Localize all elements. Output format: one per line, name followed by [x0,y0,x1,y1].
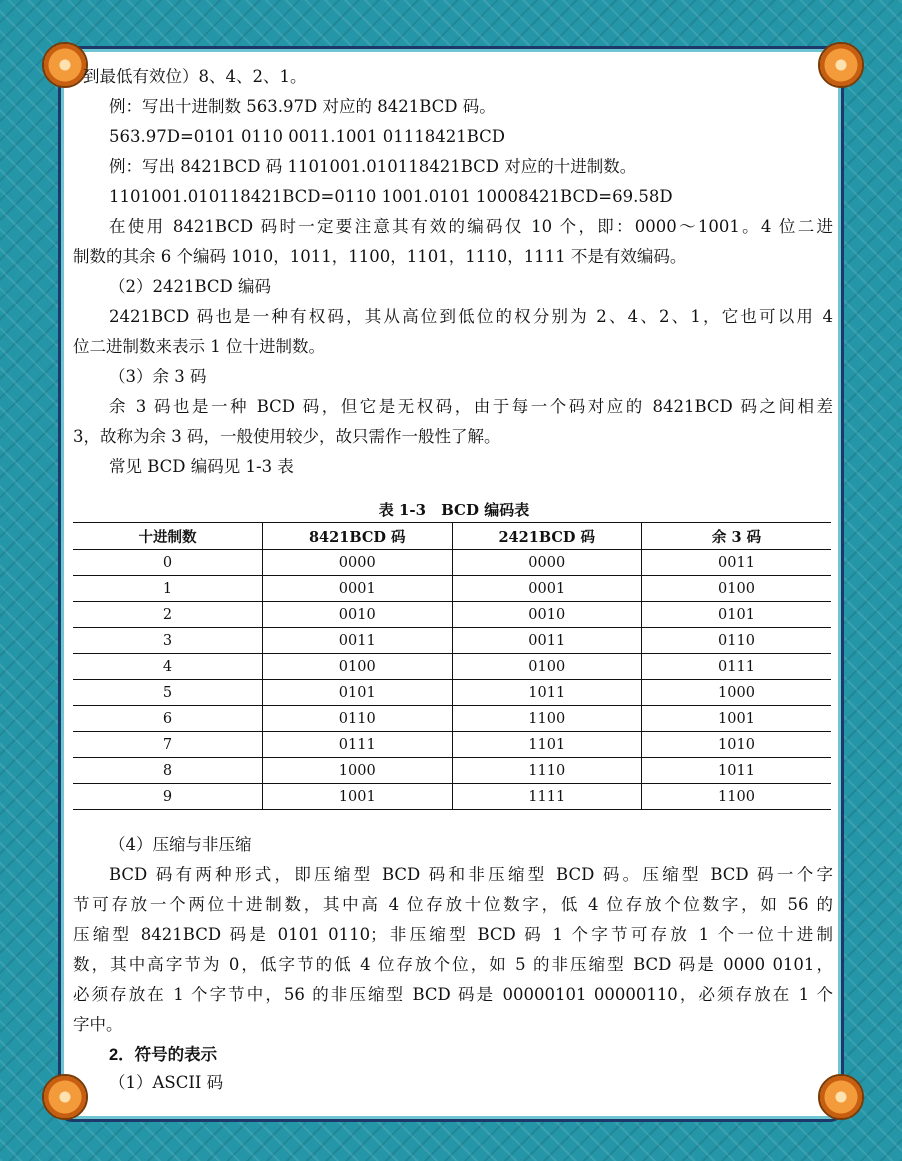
paragraph-line: 3，故称为余 3 码，一般使用较少，故只需作一般性了解。 [73,427,501,446]
table-cell: 0010 [452,602,642,628]
paragraph-line: 节可存放一个两位十进制数，其中高 4 位存放十位数字，低 4 位存放个位数字，如 56 的 [73,895,833,914]
paragraph-line: 常见 BCD 编码见 1-3 表 [109,457,294,476]
paragraph-line: 位二进制数来表示 1 位十进制数。 [73,337,325,356]
corner-ornament-icon [42,1074,88,1120]
table-cell: 0101 [263,680,453,706]
table-cell: 0101 [642,602,832,628]
table-cell: 1011 [452,680,642,706]
paragraph-line: BCD 码有两种形式，即压缩型 BCD 码和非压缩型 BCD 码。压缩型 BCD 码一个字 [109,865,833,884]
paragraph-line: 到最低有效位）8、4、2、1。 [83,67,307,86]
table-cell: 1111 [452,784,642,810]
paragraph-line: 563.97D=0101 0110 0011.1001 01118421BCD [109,127,505,146]
table-cell: 1000 [642,680,832,706]
table-cell: 9 [73,784,263,810]
table-cell: 1100 [452,706,642,732]
table-cell: 0001 [263,576,453,602]
section-heading: （1）ASCII 码 [109,1073,224,1092]
table-cell: 1001 [263,784,453,810]
corner-ornament-icon [818,42,864,88]
section-heading: （2）2421BCD 编码 [109,277,272,296]
table-row [73,576,831,602]
table-cell: 1010 [642,732,832,758]
table-cell: 3 [73,628,263,654]
paragraph-line: 数，其中高字节为 0，低字节的低 4 位存放个位，如 5 的非压缩型 BCD 码是 0000 0101， [73,955,833,974]
paragraph-line: 制数的其余 6 个编码 1010，1011，1100，1101，1110，1111 不是有效编码。 [73,247,687,266]
paragraph-line: 压缩型 8421BCD 码是 0101 0110；非压缩型 BCD 码 1 个字节可存放 1 个一位十进制 [73,925,833,944]
table-cell: 5 [73,680,263,706]
bcd-table [73,522,831,810]
column-header: 十进制数 [73,523,263,550]
table-cell: 1101 [452,732,642,758]
table-cell: 0100 [263,654,453,680]
table-cell: 2 [73,602,263,628]
table-row [73,602,831,628]
column-header: 2421BCD 码 [452,523,642,550]
table-row [73,628,831,654]
table-cell: 0100 [452,654,642,680]
corner-ornament-icon [818,1074,864,1120]
table-cell: 1110 [452,758,642,784]
paragraph-line: 2421BCD 码也是一种有权码，其从高位到低位的权分别为 2、4、2、1，它也可以用 4 [109,307,833,326]
table-cell: 6 [73,706,263,732]
table-cell: 0001 [452,576,642,602]
column-header: 余 3 码 [642,523,832,550]
table-cell: 0000 [263,550,453,576]
table-cell: 1 [73,576,263,602]
paragraph-line: 余 3 码也是一种 BCD 码，但它是无权码，由于每一个码对应的 8421BCD 码之间相差 [109,397,833,416]
table-row [73,550,831,576]
table-row [73,784,831,810]
table-cell: 0010 [263,602,453,628]
corner-ornament-icon [42,42,88,88]
table-cell: 0110 [263,706,453,732]
table-cell: 0111 [263,732,453,758]
table-row [73,654,831,680]
table-cell: 0111 [642,654,832,680]
table-cell: 7 [73,732,263,758]
section-heading: （3）余 3 码 [109,367,207,386]
table-row [73,680,831,706]
table-cell: 1100 [642,784,832,810]
table-cell: 1001 [642,706,832,732]
table-cell: 8 [73,758,263,784]
table-header-row [73,523,831,550]
table-cell: 0 [73,550,263,576]
paragraph-line: 字中。 [73,1015,123,1034]
paragraph-line: 例：写出十进制数 563.97D 对应的 8421BCD 码。 [109,97,496,116]
table-cell: 1011 [642,758,832,784]
table-row [73,706,831,732]
table-cell: 0011 [452,628,642,654]
section-heading: 2．符号的表示 [109,1046,218,1064]
table-cell: 4 [73,654,263,680]
table-cell: 0011 [263,628,453,654]
table-cell: 1000 [263,758,453,784]
paragraph-line: 在使用 8421BCD 码时一定要注意其有效的编码仅 10 个，即：0000～1001。4 位二进 [109,217,833,236]
table-cell: 0011 [642,550,832,576]
table-caption: 表 1-3 BCD 编码表 [378,501,530,519]
column-header: 8421BCD 码 [263,523,453,550]
paragraph-line: 必须存放在 1 个字节中，56 的非压缩型 BCD 码是 00000101 00000110，必须存放在 1 个 [73,985,833,1004]
section-heading: （4）压缩与非压缩 [109,835,252,854]
table-cell: 0000 [452,550,642,576]
table-row [73,758,831,784]
paragraph-line: 1101001.010118421BCD=0110 1001.0101 10008421BCD=69.58D [109,187,673,206]
paragraph-line: 例：写出 8421BCD 码 1101001.010118421BCD 对应的十进制数。 [109,157,637,176]
table-row [73,732,831,758]
table-cell: 0100 [642,576,832,602]
table-cell: 0110 [642,628,832,654]
